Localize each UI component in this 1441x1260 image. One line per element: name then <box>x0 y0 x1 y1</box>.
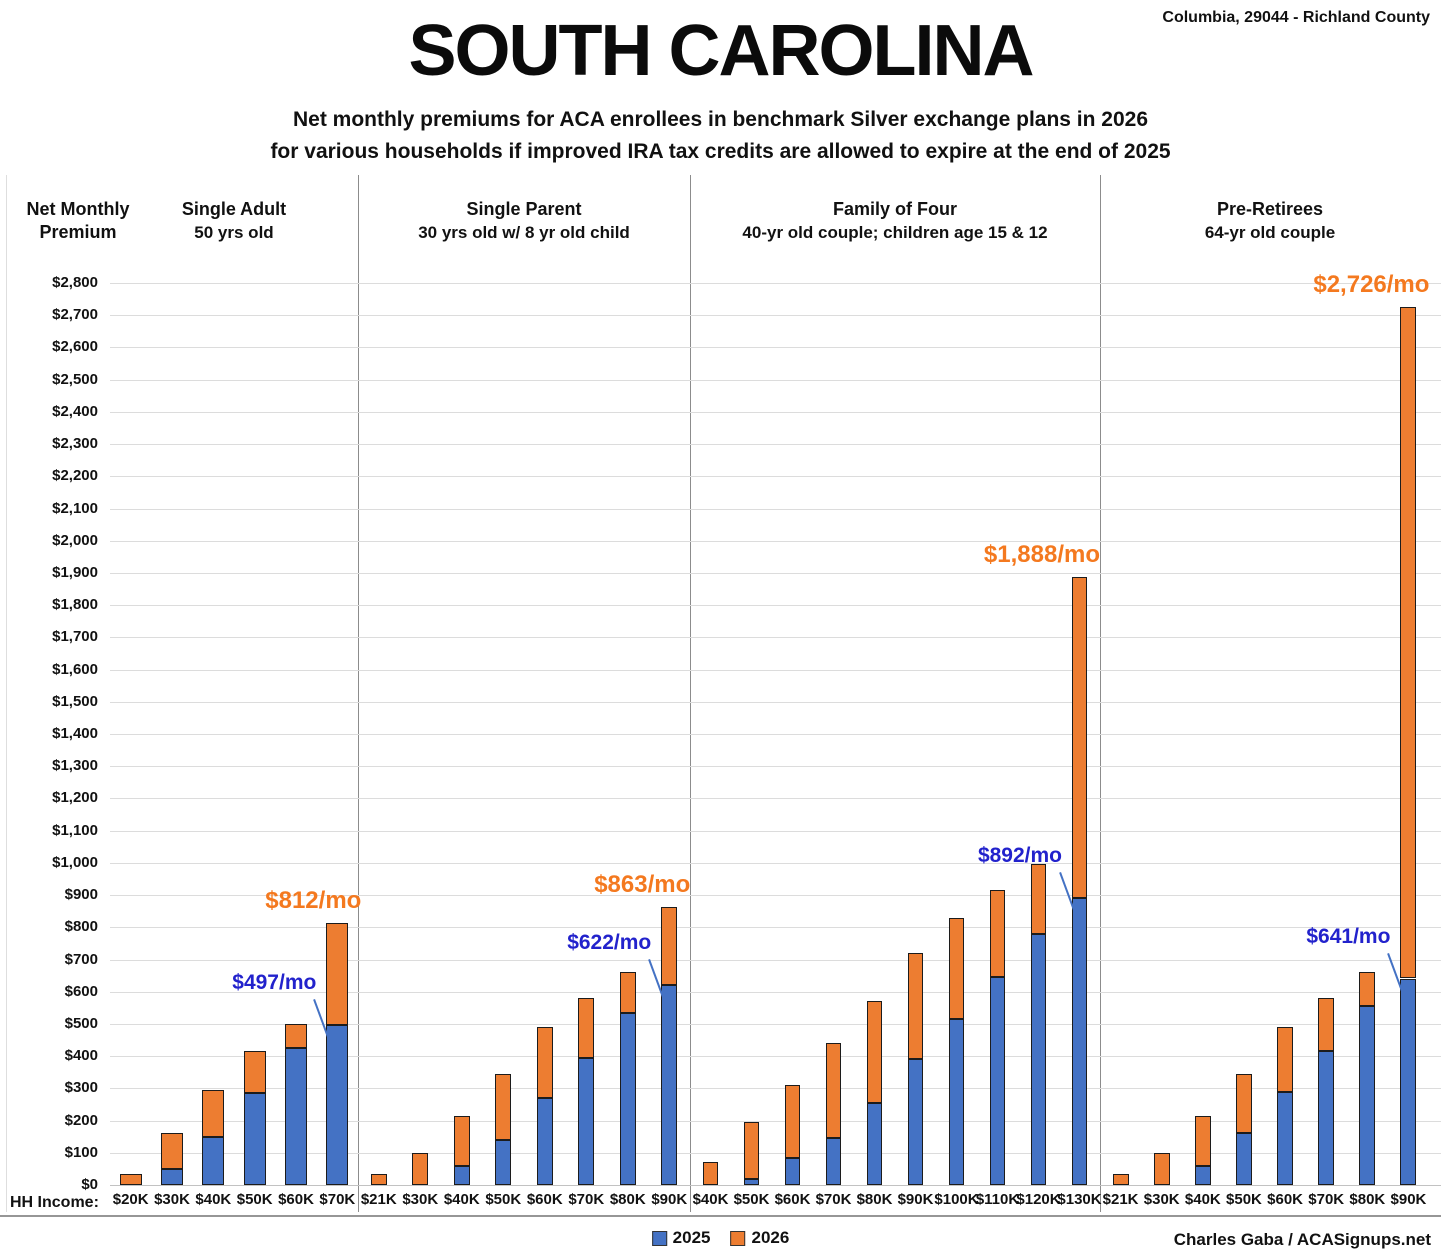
bar-2026 <box>1359 972 1375 1006</box>
x-axis-title: HH Income: <box>10 1194 99 1211</box>
x-tick-label: $80K <box>1349 1191 1386 1208</box>
bar-2025 <box>1359 1006 1375 1185</box>
bar-2026 <box>908 953 923 1059</box>
legend-swatch-2026 <box>731 1231 746 1246</box>
bar-2025 <box>1400 979 1416 1185</box>
x-tick-label: $21K <box>360 1191 397 1208</box>
bar-2026 <box>1277 1027 1293 1091</box>
panel-title: Family of Four <box>832 199 957 219</box>
x-tick-label: $60K <box>774 1191 811 1208</box>
annotation-2026: $812/mo <box>265 887 362 915</box>
x-tick-label: $120K <box>1016 1191 1061 1208</box>
panel-title: Pre-Retirees <box>1216 199 1324 219</box>
y-tick-label: $1,800 <box>52 596 98 614</box>
panel-subtitle: 30 yrs old w/ 8 yr old child <box>418 223 630 242</box>
bar-2025 <box>949 1019 964 1185</box>
y-tick-label: $200 <box>64 1111 98 1129</box>
x-tick-label: $130K <box>1057 1191 1102 1208</box>
bar-2026 <box>285 1024 307 1048</box>
gridline <box>110 831 1441 832</box>
bar-2026 <box>371 1174 387 1185</box>
bar-2026 <box>1031 864 1046 933</box>
page-title: SOUTH CAROLINA <box>408 11 1033 91</box>
bar-2025 <box>620 1013 636 1185</box>
x-tick-label: $50K <box>485 1191 522 1208</box>
y-tick-label: $2,700 <box>52 306 98 324</box>
y-tick-label: $2,500 <box>52 370 98 388</box>
legend <box>652 1228 790 1248</box>
bar-2025 <box>826 1138 841 1185</box>
y-tick-label: $2,400 <box>52 402 98 420</box>
y-tick-label: $1,600 <box>52 660 98 678</box>
x-tick-label: $50K <box>1226 1191 1262 1208</box>
gridline <box>110 444 1441 445</box>
bar-2026 <box>326 923 348 1024</box>
bar-2025 <box>326 1025 348 1185</box>
y-axis-title-line2: Premium <box>39 222 117 242</box>
x-tick-label: $80K <box>609 1191 646 1208</box>
panel-subtitle: 40-yr old couple; children age 15 & 12 <box>742 223 1048 242</box>
gridline <box>110 283 1441 284</box>
x-tick-label: $21K <box>1102 1191 1139 1208</box>
legend-swatch-2025 <box>652 1231 667 1246</box>
x-tick-label: $70K <box>1308 1191 1345 1208</box>
x-tick-label: $90K <box>651 1191 688 1208</box>
panel-title: Single Adult <box>181 199 287 219</box>
y-tick-label: $800 <box>64 918 98 936</box>
gridline <box>110 573 1441 574</box>
y-tick-label: $1,900 <box>52 563 98 581</box>
bar-2025 <box>661 985 677 1185</box>
bar-2025 <box>1072 898 1087 1185</box>
bar-2026 <box>785 1085 800 1157</box>
y-tick-label: $500 <box>64 1014 98 1032</box>
gridline <box>110 766 1441 767</box>
y-tick-label: $1,100 <box>52 821 98 839</box>
bar-2025 <box>202 1137 224 1185</box>
y-tick-label: $900 <box>64 886 98 904</box>
bar-2025 <box>744 1179 759 1185</box>
bar-2026 <box>703 1162 718 1185</box>
y-tick-label: $300 <box>64 1079 98 1097</box>
bar-2026 <box>1195 1116 1211 1166</box>
y-tick-label: $1,500 <box>52 692 98 710</box>
bar-2025 <box>867 1103 882 1185</box>
annotation-2026: $863/mo <box>594 870 691 898</box>
gridline <box>110 347 1441 348</box>
bar-2026 <box>1400 307 1416 979</box>
gridline <box>110 637 1441 638</box>
annotation-2025: $892/mo <box>977 843 1062 867</box>
gridline <box>110 927 1441 928</box>
bar-2025 <box>495 1140 511 1185</box>
y-tick-label: $1,700 <box>52 628 98 646</box>
x-tick-label: $60K <box>1267 1191 1303 1208</box>
y-tick-label: $2,600 <box>52 338 98 356</box>
y-tick-label: $400 <box>64 1047 98 1065</box>
bar-2026 <box>1072 577 1087 898</box>
gridline <box>110 1185 1441 1186</box>
y-tick-label: $1,200 <box>52 789 98 807</box>
y-tick-label: $1,400 <box>52 725 98 742</box>
gridline <box>110 702 1441 703</box>
bar-2025 <box>1318 1051 1334 1185</box>
bar-2026 <box>454 1116 470 1166</box>
legend-item-2026 <box>731 1228 790 1248</box>
bar-2026 <box>1154 1153 1170 1185</box>
x-tick-label: $40K <box>195 1191 232 1208</box>
gridline <box>110 1024 1441 1025</box>
y-tick-label: $2,100 <box>52 499 98 517</box>
legend-label-2025: 2025 <box>672 1228 711 1247</box>
x-tick-label: $50K <box>236 1191 273 1208</box>
gridline <box>110 380 1441 381</box>
bar-2026 <box>412 1153 428 1185</box>
x-tick-label: $100K <box>934 1191 979 1208</box>
bar-2026 <box>495 1074 511 1140</box>
gridline <box>110 798 1441 799</box>
bar-2025 <box>1277 1092 1293 1185</box>
bar-2025 <box>285 1048 307 1185</box>
legend-item-2025 <box>652 1228 711 1248</box>
x-tick-label: $90K <box>897 1191 934 1208</box>
bar-2026 <box>990 890 1005 977</box>
x-tick-label: $70K <box>568 1191 605 1208</box>
y-tick-label: $2,300 <box>52 435 98 453</box>
gridline <box>110 863 1441 864</box>
x-tick-label: $80K <box>856 1191 893 1208</box>
y-tick-label: $2,800 <box>52 274 98 291</box>
bar-2026 <box>867 1001 882 1102</box>
x-tick-label: $40K <box>443 1191 480 1208</box>
y-tick-label: $1,300 <box>52 757 98 775</box>
bar-2025 <box>1195 1166 1211 1185</box>
x-tick-label: $70K <box>319 1191 356 1208</box>
gridline <box>110 315 1441 316</box>
bar-2026 <box>537 1027 553 1098</box>
bar-2025 <box>1031 934 1046 1185</box>
gridline <box>110 605 1441 606</box>
bar-2026 <box>826 1043 841 1138</box>
location-label: Columbia, 29044 - Richland County <box>1162 9 1430 26</box>
x-tick-label: $60K <box>278 1191 314 1208</box>
y-tick-label: $600 <box>64 982 98 1000</box>
gridline <box>110 476 1441 477</box>
bar-2026 <box>244 1051 266 1093</box>
bar-2026 <box>161 1133 183 1168</box>
y-tick-label: $2,000 <box>52 531 98 549</box>
credit-line: Charles Gaba / ACASignups.net <box>1173 1230 1431 1249</box>
x-tick-label: $40K <box>1184 1191 1221 1208</box>
bar-2025 <box>990 977 1005 1185</box>
annotation-2026: $2,726/mo <box>1313 270 1430 298</box>
bar-2026 <box>202 1090 224 1137</box>
y-tick-label: $700 <box>64 950 98 968</box>
gridline <box>110 670 1441 671</box>
gridline <box>110 509 1441 510</box>
annotation-2025: $641/mo <box>1306 924 1391 948</box>
y-tick-label: $1,000 <box>52 853 98 871</box>
bar-2025 <box>785 1158 800 1185</box>
bar-2025 <box>1236 1133 1252 1185</box>
bar-2025 <box>578 1058 594 1185</box>
gridline <box>110 1056 1441 1057</box>
bar-2026 <box>578 998 594 1058</box>
bar-2025 <box>161 1169 183 1185</box>
annotation-2025: $497/mo <box>232 970 317 994</box>
bar-2025 <box>537 1098 553 1185</box>
legend-label-2026: 2026 <box>751 1228 790 1247</box>
bar-2026 <box>1113 1174 1129 1185</box>
gridline <box>110 412 1441 413</box>
y-tick-label: $100 <box>64 1143 98 1161</box>
annotation-2026: $1,888/mo <box>983 540 1100 568</box>
x-tick-label: $90K <box>1390 1191 1427 1208</box>
y-tick-label: $2,200 <box>52 467 98 485</box>
x-tick-label: $20K <box>112 1191 149 1208</box>
x-tick-label: $70K <box>815 1191 852 1208</box>
bar-2025 <box>244 1093 266 1185</box>
x-tick-label: $30K <box>402 1191 439 1208</box>
gridline <box>110 734 1441 735</box>
bar-2025 <box>908 1059 923 1185</box>
panel-subtitle: 50 yrs old <box>194 223 274 242</box>
panel-title: Single Parent <box>466 199 582 219</box>
x-tick-label: $60K <box>526 1191 563 1208</box>
panel-subtitle: 64-yr old couple <box>1204 223 1336 242</box>
annotation-2025: $622/mo <box>567 930 652 954</box>
bar-2026 <box>120 1174 142 1185</box>
x-tick-label: $30K <box>154 1191 190 1208</box>
x-tick-label: $110K <box>975 1191 1020 1208</box>
gridline <box>110 541 1441 542</box>
chart-subtitle-line2: for various households if improved IRA tax credits are allowed to expire at the end of 2025 <box>270 140 1171 163</box>
bar-2026 <box>1236 1074 1252 1134</box>
bar-2026 <box>661 907 677 985</box>
x-tick-label: $50K <box>733 1191 770 1208</box>
chart-subtitle-line1: Net monthly premiums for ACA enrollees in benchmark Silver exchange plans in 2026 <box>292 108 1149 131</box>
x-tick-label: $40K <box>692 1191 729 1208</box>
bar-2026 <box>620 972 636 1012</box>
bar-2025 <box>454 1166 470 1185</box>
x-tick-label: $30K <box>1143 1191 1180 1208</box>
gridline <box>110 960 1441 961</box>
y-axis-title-line1: Net Monthly <box>26 199 130 219</box>
bar-2026 <box>1318 998 1334 1051</box>
y-tick-label: $0 <box>81 1176 98 1193</box>
bar-2026 <box>744 1122 759 1178</box>
bar-2026 <box>949 918 964 1019</box>
